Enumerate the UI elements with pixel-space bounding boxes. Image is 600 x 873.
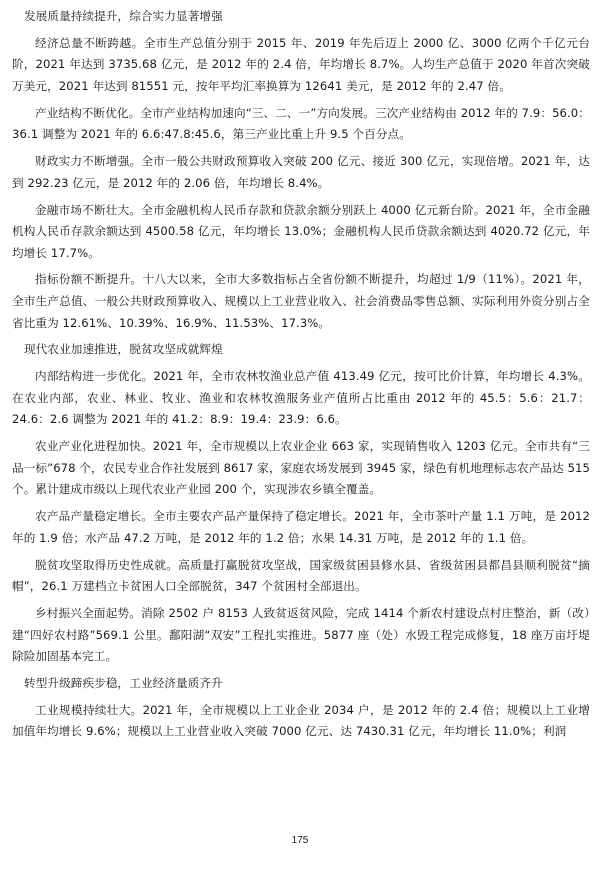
section-heading-industrial-upgrade: 转型升级蹄疾步稳，工业经济量质齐升 (24, 675, 223, 690)
section-heading-modern-agriculture: 现代农业加速推进，脱贫攻坚成就辉煌 (24, 342, 223, 357)
paragraph-rural-revitalization: 乡村振兴全面起势。消除 2502 户 8153 人致贫返贫风险，完成 1414 个新农村建设点村庄整治，新（改）建“四好农村路”569.1 公里。鄱阳湖“双安”工程扎实推进。5877 座（处）水毁工程完成修复，18 座万亩圩堤除险加固基本完工。 (12, 605, 590, 664)
paragraph-agricultural-industrialization: 农业产业化进程加快。2021 年，全市规模以上农业企业 663 家，实现销售收入 1203 亿元。全市共有“三品一标”678 个，农民专业合作社发展到 8617 家，家庭农场发展到 3945 家，绿色有机地理标志农产品达 515 个。累计建成市级以上现代农业产业园 200 个，实现涉农乡镇全覆盖。 (12, 439, 590, 497)
paragraph-internal-structure: 内部结构进一步优化。2021 年，全市农林牧渔业总产值 413.49 亿元，按可比价计算，年均增长 4.3%。在农业内部，农业、林业、牧业、渔业和农林牧渔服务业产值所占比重由 2012 年的 45.5：5.6：21.7：24.6：2.6 调整为 2021 年的 41.2：8.9：19.4：23.9：6.6。 (12, 369, 590, 427)
page-number: 175 (291, 835, 309, 846)
paragraph-fiscal-strength: 财政实力不断增强。全市一般公共财政预算收入突破 200 亿元、接近 300 亿元，实现倍增。2021 年，达到 292.23 亿元，是 2012 年的 2.06 倍，年均增长 8.4%。 (12, 154, 590, 190)
section-heading-development-quality: 发展质量持续提升，综合实力显著增强 (24, 9, 223, 23)
paragraph-industrial-structure: 产业结构不断优化。全市产业结构加速向“三、二、一”方向发展。三次产业结构由 2012 年的 7.9：56.0：36.1 调整为 2021 年的 6.6:47.8:45.6，第三产业比重上升 9.5 个百分点。 (12, 105, 590, 142)
paragraph-poverty-alleviation: 脱贫攻坚取得历史性成就。高质量打赢脱贫攻坚战，国家级贫困县修水县、省级贫困县都昌县顺利脱贫“摘帽”，26.1 万建档立卡贫困人口全部脱贫，347 个贫困村全部退出。 (12, 557, 590, 594)
paragraph-financial-market: 金融市场不断壮大。全市金融机构人民币存款和贷款余额分别跃上 4000 亿元新台阶。2021 年，全市金融机构人民币存款余额达到 4500.58 亿元，年均增长 13.0%；金融机构人民币贷款余额达到 4020.72 亿元，年均增长 17.7%。 (12, 202, 590, 260)
paragraph-indicator-share: 指标份额不断提升。十八大以来，全市大多数指标占全省份额不断提升，均超过 1/9（11%）。2021 年，全市生产总值、一般公共财政预算收入、规模以上工业营业收入、社会消费品零售总额、实际利用外资分别占全省比重为 12.61%、10.39%、16.9%、11.53%、17.3%。 (12, 272, 590, 330)
paragraph-agricultural-output: 农产品产量稳定增长。全市主要农产品产量保持了稳定增长。2021 年，全市茶叶产量 1.1 万吨，是 2012 年的 1.9 倍；水产品 47.2 万吨，是 2012 年的 1.2 倍；水果 14.31 万吨，是 2012 年的 1.1 倍。 (12, 509, 590, 545)
paragraph-economic-scale: 经济总量不断跨越。全市生产总值分别于 2015 年、2019 年先后迈上 2000 亿、3000 亿两个千亿元台阶，2021 年达到 3735.68 亿元，是 2012 年的 2.4 倍，年均增长 8.7%。人均生产总值于 2020 年首次突破万美元，2021 年达到 81551 元，按年平均汇率换算为 12641 美元，是 2012 年的 2.47 倍。 (12, 35, 590, 93)
paragraph-industrial-scale: 工业规模持续壮大。2021 年，全市规模以上工业企业 2034 户，是 2012 年的 2.4 倍；规模以上工业增加值年均增长 9.6%；规模以上工业营业收入突破 7000 亿元、达 7430.31 亿元，年均增长 11.0%；利润 (12, 702, 590, 739)
